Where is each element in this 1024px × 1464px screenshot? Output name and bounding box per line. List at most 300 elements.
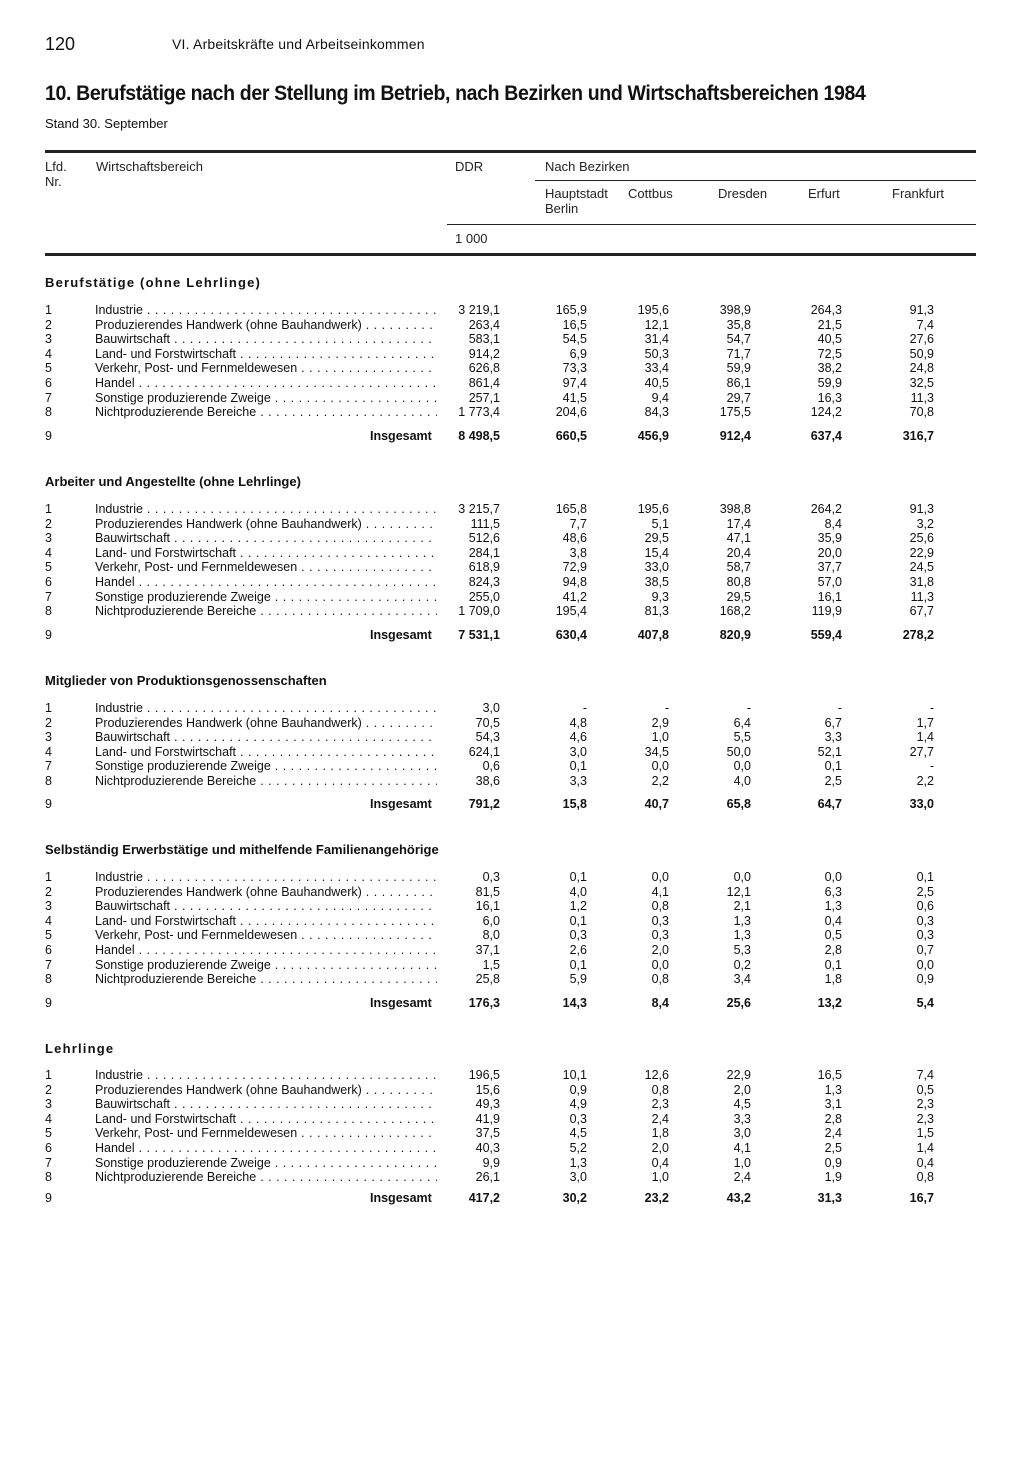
table-row bbox=[0, 361, 1024, 376]
cell-value: 91,3 bbox=[909, 303, 934, 317]
table-row bbox=[0, 604, 1024, 619]
cell-value: 264,2 bbox=[810, 502, 842, 516]
total-value: 8 498,5 bbox=[458, 429, 500, 443]
total-value: 14,3 bbox=[562, 996, 587, 1010]
cell-value: 73,3 bbox=[562, 361, 587, 376]
row-number: 2 bbox=[45, 516, 52, 531]
row-number: 8 bbox=[45, 774, 52, 788]
cell-value: 284,1 bbox=[468, 545, 500, 560]
cell-value: 29,5 bbox=[726, 589, 751, 604]
cell-value: 1,9 bbox=[824, 1170, 842, 1185]
cell-value: 0,5 bbox=[824, 928, 842, 943]
cell-value: 3 215,7 bbox=[458, 502, 500, 516]
cell-value: 4,5 bbox=[569, 1126, 587, 1141]
total-value: 176,3 bbox=[468, 996, 500, 1010]
col-ddr: DDR bbox=[455, 159, 484, 174]
cell-value: 50,0 bbox=[726, 744, 751, 759]
row-number: 2 bbox=[45, 715, 52, 730]
total-row bbox=[0, 628, 1024, 643]
row-number: 6 bbox=[45, 1141, 52, 1155]
col-dresden: Dresden bbox=[718, 186, 768, 201]
cell-value: 32,5 bbox=[909, 376, 934, 390]
row-label: Produzierendes Handwerk (ohne Bauhandwerk) . . . bbox=[95, 1083, 437, 1098]
total-value: 25,6 bbox=[726, 996, 751, 1010]
cell-value: 52,1 bbox=[817, 744, 842, 759]
cell-value: 1,0 bbox=[651, 1170, 669, 1185]
total-value: 33,0 bbox=[909, 797, 934, 811]
table-row bbox=[0, 1126, 1024, 1141]
table-row bbox=[0, 502, 1024, 517]
table-row bbox=[0, 914, 1024, 929]
cell-value: 4,1 bbox=[651, 884, 669, 899]
cell-value: 37,5 bbox=[475, 1126, 500, 1141]
cell-value: 1,7 bbox=[916, 715, 934, 730]
row-label: Nichtproduzierende Bereiche . . . bbox=[95, 774, 437, 789]
cell-value: 2,5 bbox=[824, 1141, 842, 1155]
cell-value: 1 709,0 bbox=[458, 604, 500, 619]
section-title: Mitglieder von Produktionsgenossenschaften bbox=[45, 673, 327, 688]
cell-value: 47,1 bbox=[726, 531, 751, 546]
cell-value: 3,2 bbox=[916, 516, 934, 531]
row-number: 7 bbox=[45, 390, 52, 405]
total-label: Insgesamt bbox=[370, 996, 432, 1010]
cell-value: 41,9 bbox=[475, 1111, 500, 1126]
section-title: Selbständig Erwerbstätige und mithelfende Familienangehörige bbox=[45, 842, 439, 857]
table-title: 10. Berufstätige nach der Stellung im Betrieb, nach Bezirken und Wirtschaftsbereichen 1984 bbox=[45, 82, 866, 105]
total-row bbox=[0, 797, 1024, 812]
cell-value: 195,4 bbox=[555, 604, 587, 619]
table-row bbox=[0, 745, 1024, 760]
cell-value: 5,3 bbox=[733, 943, 751, 957]
row-label: Bauwirtschaft . . . bbox=[95, 730, 437, 745]
cell-value: 59,9 bbox=[817, 376, 842, 390]
cell-value: 0,8 bbox=[651, 972, 669, 987]
cell-value: 7,7 bbox=[569, 516, 587, 531]
cell-value: 0,6 bbox=[482, 759, 500, 774]
cell-value: 4,0 bbox=[733, 774, 751, 788]
row-number: 3 bbox=[45, 531, 52, 546]
cell-value: 1,3 bbox=[733, 913, 751, 928]
cell-value: 2,3 bbox=[916, 1097, 934, 1112]
row-number: 7 bbox=[45, 759, 52, 774]
cell-value: 40,3 bbox=[475, 1141, 500, 1155]
table-row bbox=[0, 590, 1024, 605]
cell-value: 2,6 bbox=[569, 943, 587, 957]
cell-value: 29,7 bbox=[726, 390, 751, 405]
cell-value: 81,5 bbox=[475, 884, 500, 899]
cell-value: - bbox=[746, 701, 751, 715]
cell-value: 5,1 bbox=[651, 516, 669, 531]
total-label: Insgesamt bbox=[370, 628, 432, 642]
table-row bbox=[0, 531, 1024, 546]
unit-rule bbox=[447, 224, 976, 225]
row-label: Verkehr, Post- und Fernmeldewesen . . . bbox=[95, 560, 437, 575]
row-label: Produzierendes Handwerk (ohne Bauhandwerk) . . . bbox=[95, 716, 437, 731]
row-number: 2 bbox=[45, 317, 52, 332]
cell-value: 398,9 bbox=[719, 303, 751, 317]
table-row bbox=[0, 405, 1024, 420]
cell-value: 0,1 bbox=[916, 870, 934, 884]
cell-value: 2,2 bbox=[651, 774, 669, 788]
cell-value: 2,4 bbox=[824, 1126, 842, 1141]
col-wirtschaftsbereich: Wirtschaftsbereich bbox=[96, 159, 203, 174]
cell-value: 119,9 bbox=[811, 604, 842, 619]
cell-value: 824,3 bbox=[468, 575, 500, 589]
cell-value: 2,5 bbox=[916, 884, 934, 899]
cell-value: 0,3 bbox=[651, 913, 669, 928]
cell-value: 37,7 bbox=[817, 560, 842, 575]
table-row bbox=[0, 701, 1024, 716]
table-row bbox=[0, 1097, 1024, 1112]
cell-value: 40,5 bbox=[817, 332, 842, 347]
total-row bbox=[0, 1191, 1024, 1206]
cell-value: 4,1 bbox=[733, 1141, 751, 1155]
cell-value: 3 219,1 bbox=[458, 303, 500, 317]
table-row bbox=[0, 972, 1024, 987]
cell-value: 3,3 bbox=[569, 774, 587, 788]
total-value: 456,9 bbox=[637, 429, 669, 443]
col-lfd: Lfd. bbox=[45, 159, 67, 174]
cell-value: 7,4 bbox=[916, 1068, 934, 1082]
cell-value: 21,5 bbox=[817, 317, 842, 332]
total-value: 23,2 bbox=[644, 1191, 669, 1205]
row-label: Bauwirtschaft . . . bbox=[95, 1097, 437, 1112]
table-row bbox=[0, 716, 1024, 731]
col-cottbus: Cottbus bbox=[628, 186, 673, 201]
table-row bbox=[0, 517, 1024, 532]
cell-value: 70,8 bbox=[909, 405, 934, 420]
cell-value: 72,9 bbox=[562, 560, 587, 575]
cell-value: 195,6 bbox=[637, 303, 669, 317]
cell-value: 16,5 bbox=[562, 317, 587, 332]
cell-value: 0,4 bbox=[651, 1155, 669, 1170]
cell-value: 40,5 bbox=[644, 376, 669, 390]
cell-value: 31,8 bbox=[909, 575, 934, 589]
table-row bbox=[0, 730, 1024, 745]
cell-value: 1,2 bbox=[569, 899, 587, 914]
cell-value: 0,2 bbox=[733, 957, 751, 972]
col-nr: Nr. bbox=[45, 174, 62, 189]
table-row bbox=[0, 943, 1024, 958]
cell-value: 0,3 bbox=[482, 870, 500, 884]
cell-value: - bbox=[929, 759, 934, 774]
row-number: 4 bbox=[45, 346, 52, 361]
table-row bbox=[0, 376, 1024, 391]
cell-value: 3,0 bbox=[482, 701, 500, 715]
row-label: Verkehr, Post- und Fernmeldewesen . . . bbox=[95, 928, 437, 943]
table-row bbox=[0, 546, 1024, 561]
section-title: Berufstätige (ohne Lehrlinge) bbox=[45, 275, 262, 290]
row-number: 8 bbox=[45, 972, 52, 987]
cell-value: 2,8 bbox=[824, 943, 842, 957]
table-row bbox=[0, 332, 1024, 347]
cell-value: 38,6 bbox=[475, 774, 500, 788]
cell-value: 583,1 bbox=[468, 332, 500, 347]
cell-value: 16,1 bbox=[817, 589, 842, 604]
cell-value: 0,0 bbox=[916, 957, 934, 972]
row-number: 1 bbox=[45, 502, 52, 516]
cell-value: 0,1 bbox=[569, 913, 587, 928]
cell-value: 3,1 bbox=[824, 1097, 842, 1112]
cell-value: 94,8 bbox=[562, 575, 587, 589]
cell-value: 31,4 bbox=[644, 332, 669, 347]
row-label: Bauwirtschaft . . . bbox=[95, 899, 437, 914]
total-value: 559,4 bbox=[810, 628, 842, 642]
cell-value: 0,1 bbox=[569, 957, 587, 972]
cell-value: 37,1 bbox=[475, 943, 500, 957]
cell-value: 257,1 bbox=[468, 390, 500, 405]
row-number: 6 bbox=[45, 575, 52, 589]
cell-value: 0,0 bbox=[733, 870, 751, 884]
total-value: 820,9 bbox=[719, 628, 751, 642]
row-number: 3 bbox=[45, 1097, 52, 1112]
cell-value: 72,5 bbox=[817, 346, 842, 361]
cell-value: 914,2 bbox=[468, 346, 500, 361]
row-label: Produzierendes Handwerk (ohne Bauhandwerk) . . . bbox=[95, 318, 437, 333]
cell-value: 11,3 bbox=[910, 589, 934, 604]
bezirke-rule bbox=[535, 180, 976, 181]
cell-value: 9,3 bbox=[651, 589, 669, 604]
cell-value: 15,6 bbox=[475, 1082, 500, 1097]
header-top-rule bbox=[45, 150, 976, 153]
table-row bbox=[0, 391, 1024, 406]
cell-value: 48,6 bbox=[562, 531, 587, 546]
cell-value: 2,0 bbox=[651, 943, 669, 957]
cell-value: 168,2 bbox=[719, 604, 751, 619]
cell-value: 0,0 bbox=[651, 870, 669, 884]
row-number: 2 bbox=[45, 884, 52, 899]
row-label: Verkehr, Post- und Fernmeldewesen . . . bbox=[95, 1126, 437, 1141]
cell-value: - bbox=[664, 701, 669, 715]
cell-value: 16,5 bbox=[817, 1068, 842, 1082]
total-value: 8,4 bbox=[651, 996, 669, 1010]
row-number: 3 bbox=[45, 332, 52, 347]
table-row bbox=[0, 899, 1024, 914]
cell-value: 2,0 bbox=[651, 1141, 669, 1155]
row-label: Bauwirtschaft . . . bbox=[95, 332, 437, 347]
cell-value: 3,0 bbox=[569, 1170, 587, 1185]
table-row bbox=[0, 885, 1024, 900]
row-label: Handel . . . bbox=[95, 943, 437, 958]
cell-value: 6,3 bbox=[824, 884, 842, 899]
total-value: 912,4 bbox=[719, 429, 751, 443]
total-value: 5,4 bbox=[916, 996, 934, 1010]
cell-value: 175,5 bbox=[719, 405, 751, 420]
cell-value: 27,6 bbox=[909, 332, 934, 347]
cell-value: 398,8 bbox=[719, 502, 751, 516]
total-value: 65,8 bbox=[726, 797, 751, 811]
cell-value: 255,0 bbox=[468, 589, 500, 604]
cell-value: 5,5 bbox=[733, 730, 751, 745]
row-number: 4 bbox=[45, 545, 52, 560]
cell-value: 0,1 bbox=[824, 759, 842, 774]
cell-value: 26,1 bbox=[475, 1170, 500, 1185]
cell-value: 22,9 bbox=[726, 1068, 751, 1082]
cell-value: 5,9 bbox=[569, 972, 587, 987]
cell-value: 2,3 bbox=[916, 1111, 934, 1126]
table-row bbox=[0, 1083, 1024, 1098]
page-number: 120 bbox=[45, 34, 76, 54]
cell-value: 8,0 bbox=[482, 928, 500, 943]
cell-value: 1 773,4 bbox=[458, 405, 500, 420]
cell-value: 59,9 bbox=[726, 361, 751, 376]
cell-value: 54,3 bbox=[475, 730, 500, 745]
cell-value: 81,3 bbox=[644, 604, 669, 619]
row-label: Land- und Forstwirtschaft . . . bbox=[95, 546, 437, 561]
cell-value: 0,3 bbox=[916, 928, 934, 943]
cell-value: 70,5 bbox=[475, 715, 500, 730]
table-row bbox=[0, 774, 1024, 789]
unit-label: 1 000 bbox=[455, 231, 488, 246]
cell-value: 57,0 bbox=[817, 575, 842, 589]
total-label: Insgesamt bbox=[370, 1191, 432, 1205]
cell-value: 11,3 bbox=[910, 390, 934, 405]
row-label: Industrie . . . bbox=[95, 870, 437, 885]
cell-value: 165,8 bbox=[555, 502, 587, 516]
table-row bbox=[0, 928, 1024, 943]
cell-value: 204,6 bbox=[555, 405, 587, 420]
cell-value: 195,6 bbox=[637, 502, 669, 516]
total-value: 637,4 bbox=[810, 429, 842, 443]
table-row bbox=[0, 560, 1024, 575]
cell-value: 24,5 bbox=[909, 560, 934, 575]
cell-value: 25,6 bbox=[909, 531, 934, 546]
cell-value: 0,1 bbox=[569, 870, 587, 884]
cell-value: - bbox=[837, 701, 842, 715]
cell-value: 2,0 bbox=[733, 1082, 751, 1097]
cell-value: 1,0 bbox=[733, 1155, 751, 1170]
cell-value: 2,8 bbox=[824, 1111, 842, 1126]
total-value: 630,4 bbox=[555, 628, 587, 642]
total-label: Insgesamt bbox=[370, 429, 432, 443]
table-subtitle: Stand 30. September bbox=[45, 116, 168, 131]
row-number: 8 bbox=[45, 1170, 52, 1185]
row-label: Sonstige produzierende Zweige . . . bbox=[95, 958, 437, 973]
row-number: 1 bbox=[45, 870, 52, 884]
row-number: 8 bbox=[45, 604, 52, 619]
row-label: Sonstige produzierende Zweige . . . bbox=[95, 590, 437, 605]
cell-value: 7,4 bbox=[916, 317, 934, 332]
row-number: 5 bbox=[45, 361, 52, 376]
cell-value: 2,4 bbox=[733, 1170, 751, 1185]
cell-value: 54,5 bbox=[562, 332, 587, 347]
table-row bbox=[0, 318, 1024, 333]
cell-value: 2,3 bbox=[651, 1097, 669, 1112]
cell-value: 16,1 bbox=[475, 899, 500, 914]
row-label: Industrie . . . bbox=[95, 303, 437, 318]
cell-value: 0,0 bbox=[651, 957, 669, 972]
cell-value: 58,7 bbox=[726, 560, 751, 575]
cell-value: 25,8 bbox=[475, 972, 500, 987]
row-label: Produzierendes Handwerk (ohne Bauhandwerk) . . . bbox=[95, 885, 437, 900]
cell-value: 3,3 bbox=[824, 730, 842, 745]
row-number: 3 bbox=[45, 730, 52, 745]
cell-value: 2,1 bbox=[733, 899, 751, 914]
row-number: 6 bbox=[45, 943, 52, 957]
total-value: 43,2 bbox=[726, 1191, 751, 1205]
cell-value: 0,4 bbox=[916, 1155, 934, 1170]
cell-value: - bbox=[929, 701, 934, 715]
cell-value: 1,4 bbox=[916, 1141, 934, 1155]
cell-value: 33,0 bbox=[644, 560, 669, 575]
cell-value: 0,5 bbox=[916, 1082, 934, 1097]
cell-value: 626,8 bbox=[468, 361, 500, 376]
table-row bbox=[0, 759, 1024, 774]
cell-value: 624,1 bbox=[468, 744, 500, 759]
row-label: Produzierendes Handwerk (ohne Bauhandwerk) . . . bbox=[95, 517, 437, 532]
cell-value: 20,0 bbox=[817, 545, 842, 560]
cell-value: 3,8 bbox=[569, 545, 587, 560]
cell-value: 1,5 bbox=[482, 957, 500, 972]
cell-value: 29,5 bbox=[644, 531, 669, 546]
row-label: Handel . . . bbox=[95, 575, 437, 590]
cell-value: 861,4 bbox=[468, 376, 500, 390]
cell-value: 512,6 bbox=[468, 531, 500, 546]
cell-value: 15,4 bbox=[644, 545, 669, 560]
cell-value: 0,0 bbox=[651, 759, 669, 774]
col-berlin: Berlin bbox=[545, 201, 579, 216]
cell-value: 12,1 bbox=[726, 884, 751, 899]
cell-value: 1,5 bbox=[916, 1126, 934, 1141]
cell-value: 0,9 bbox=[916, 972, 934, 987]
total-value: 16,7 bbox=[909, 1191, 934, 1205]
row-label: Nichtproduzierende Bereiche . . . bbox=[95, 604, 437, 619]
row-label: Bauwirtschaft . . . bbox=[95, 531, 437, 546]
total-value: 15,8 bbox=[562, 797, 587, 811]
total-label: Insgesamt bbox=[370, 797, 432, 811]
cell-value: 27,7 bbox=[909, 744, 934, 759]
total-value: 64,7 bbox=[817, 797, 842, 811]
cell-value: 1,8 bbox=[824, 972, 842, 987]
total-value: 791,2 bbox=[468, 797, 500, 811]
row-label: Nichtproduzierende Bereiche . . . bbox=[95, 405, 437, 420]
cell-value: 6,9 bbox=[569, 346, 587, 361]
row-label: Nichtproduzierende Bereiche . . . bbox=[95, 1170, 437, 1185]
cell-value: 6,4 bbox=[733, 715, 751, 730]
cell-value: 0,4 bbox=[824, 913, 842, 928]
cell-value: 50,9 bbox=[909, 346, 934, 361]
cell-value: 196,5 bbox=[468, 1068, 500, 1082]
row-label: Sonstige produzierende Zweige . . . bbox=[95, 759, 437, 774]
cell-value: 16,3 bbox=[817, 390, 842, 405]
cell-value: 0,0 bbox=[733, 759, 751, 774]
row-label: Industrie . . . bbox=[95, 502, 437, 517]
cell-value: 22,9 bbox=[909, 545, 934, 560]
cell-value: 38,5 bbox=[644, 575, 669, 589]
total-value: 30,2 bbox=[562, 1191, 587, 1205]
table-row bbox=[0, 575, 1024, 590]
cell-value: 165,9 bbox=[555, 303, 587, 317]
cell-value: 4,5 bbox=[733, 1097, 751, 1112]
cell-value: 41,2 bbox=[562, 589, 587, 604]
row-number: 9 bbox=[45, 996, 52, 1010]
cell-value: 3,3 bbox=[733, 1111, 751, 1126]
cell-value: 4,6 bbox=[569, 730, 587, 745]
cell-value: 17,4 bbox=[726, 516, 751, 531]
section-heading: VI. Arbeitskräfte und Arbeitseinkommen bbox=[172, 36, 425, 52]
cell-value: 67,7 bbox=[909, 604, 934, 619]
cell-value: 0,6 bbox=[916, 899, 934, 914]
cell-value: 34,5 bbox=[644, 744, 669, 759]
row-number: 5 bbox=[45, 560, 52, 575]
cell-value: 0,8 bbox=[916, 1170, 934, 1185]
cell-value: 2,9 bbox=[651, 715, 669, 730]
total-value: 278,2 bbox=[902, 628, 934, 642]
cell-value: 9,9 bbox=[482, 1155, 500, 1170]
cell-value: - bbox=[582, 701, 587, 715]
cell-value: 2,2 bbox=[916, 774, 934, 788]
row-label: Land- und Forstwirtschaft . . . bbox=[95, 1112, 437, 1127]
